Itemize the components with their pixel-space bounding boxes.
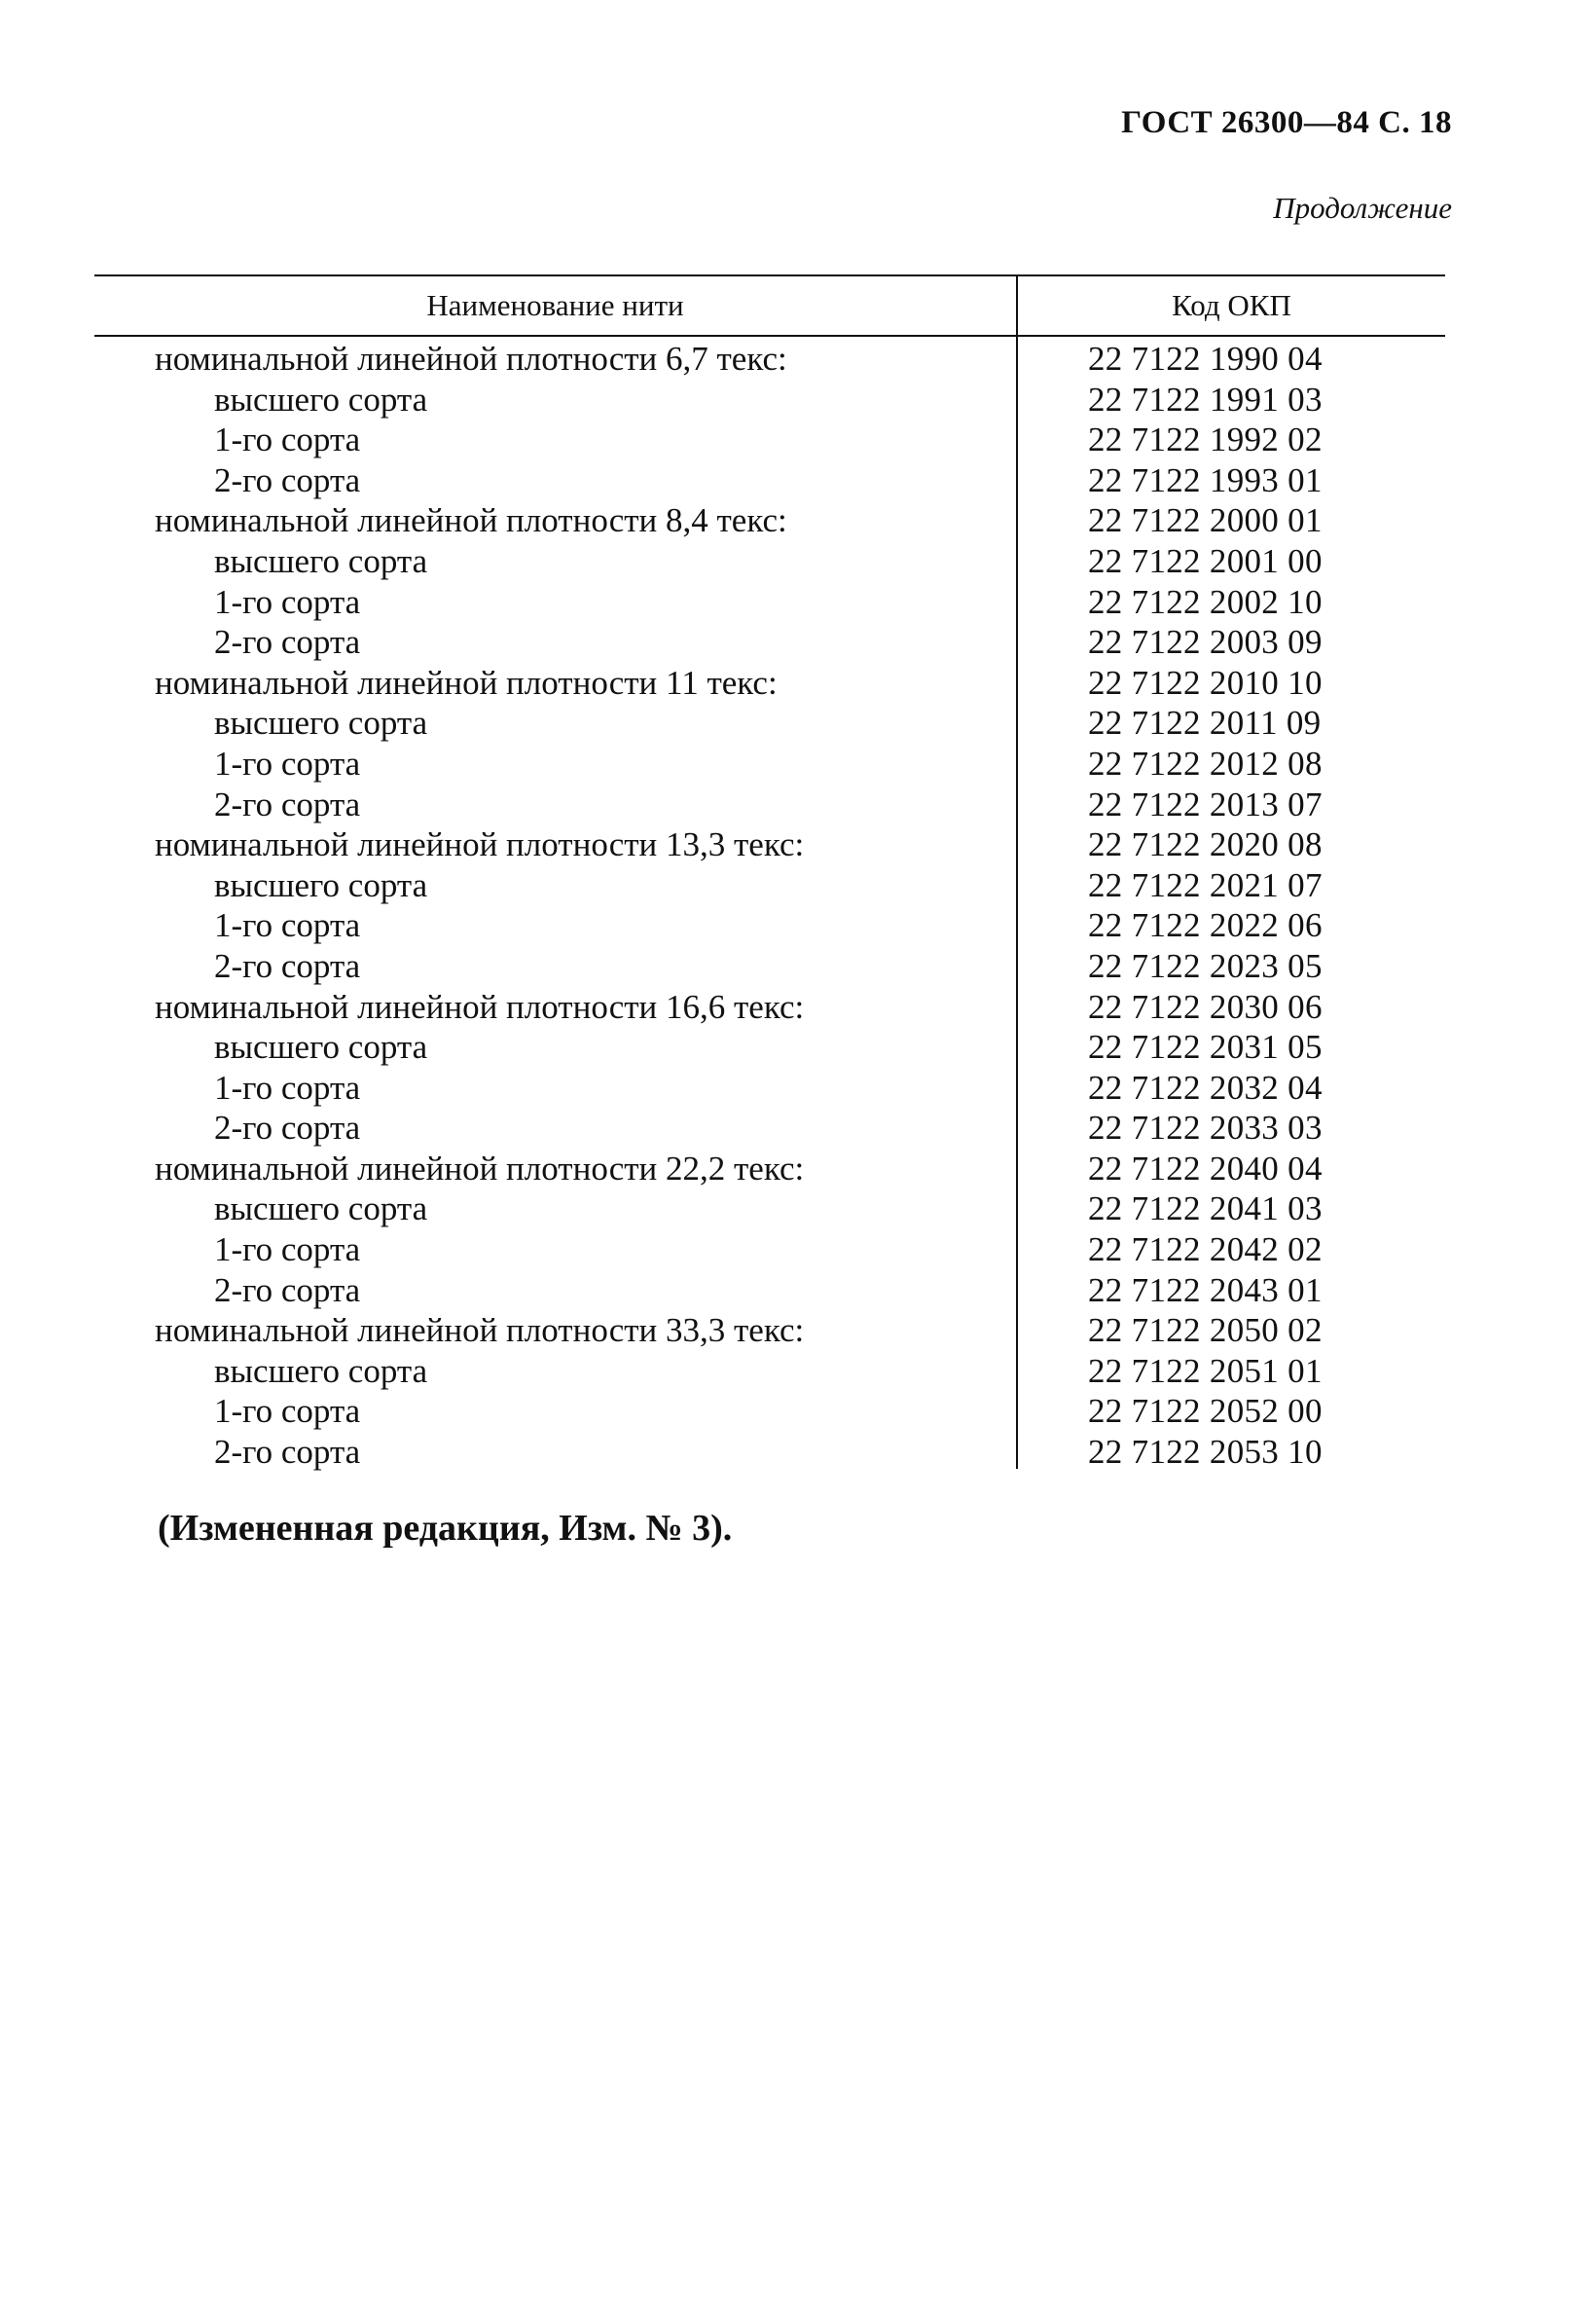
okp-code-cell: 22 7122 2041 03 [1088, 1189, 1323, 1228]
okp-code-cell: 22 7122 2021 07 [1088, 865, 1323, 904]
table-row [94, 1351, 1445, 1392]
okp-code-cell: 22 7122 2013 07 [1088, 785, 1323, 823]
grade-name-cell: 2-го сорта [214, 1109, 361, 1148]
grade-name-cell: высшего сорта [214, 1189, 428, 1228]
table-row [94, 1027, 1445, 1068]
table-top-rule [94, 274, 1445, 276]
table-row [94, 460, 1445, 501]
grade-name-cell: высшего сорта [214, 704, 428, 743]
okp-code-cell: 22 7122 2042 02 [1088, 1230, 1323, 1269]
grade-name-cell: высшего сорта [214, 1351, 428, 1390]
grade-name-cell: 2-го сорта [214, 946, 361, 985]
okp-code-cell: 22 7122 2012 08 [1088, 744, 1323, 783]
okp-code-cell: 22 7122 2002 10 [1088, 582, 1323, 621]
density-name-cell: номинальной линейной плотности 13,3 текс: [155, 825, 805, 864]
okp-code-cell: 22 7122 2031 05 [1088, 1028, 1323, 1067]
density-name-cell: номинальной линейной плотности 8,4 текс: [155, 501, 787, 540]
table-row [94, 785, 1445, 825]
table-header-rule [94, 335, 1445, 337]
table-row [94, 1432, 1445, 1473]
continuation-label: Продолжение [1273, 191, 1452, 225]
grade-name-cell: 1-го сорта [214, 420, 361, 459]
okp-code-cell: 22 7122 2032 04 [1088, 1068, 1323, 1107]
table-row [94, 339, 1445, 380]
okp-code-cell: 22 7122 2040 04 [1088, 1149, 1323, 1188]
grade-name-cell: 1-го сорта [214, 582, 361, 621]
table-row [94, 987, 1445, 1028]
table-row [94, 946, 1445, 987]
grade-name-cell: 2-го сорта [214, 785, 361, 823]
grade-name-cell: 1-го сорта [214, 1230, 361, 1269]
okp-code-cell: 22 7122 2010 10 [1088, 663, 1323, 702]
table-row [94, 582, 1445, 623]
table-row [94, 905, 1445, 946]
okp-code-cell: 22 7122 2020 08 [1088, 825, 1323, 864]
table-row [94, 1188, 1445, 1229]
okp-code-cell: 22 7122 2001 00 [1088, 541, 1323, 580]
okp-code-cell: 22 7122 2000 01 [1088, 501, 1323, 540]
table-row [94, 1149, 1445, 1189]
grade-name-cell: 1-го сорта [214, 1068, 361, 1107]
grade-name-cell: высшего сорта [214, 865, 428, 904]
table-row [94, 1108, 1445, 1149]
density-name-cell: номинальной линейной плотности 11 текс: [155, 663, 778, 702]
table-row [94, 500, 1445, 541]
table-row [94, 420, 1445, 460]
density-name-cell: номинальной линейной плотности 6,7 текс: [155, 340, 787, 378]
table-row [94, 1310, 1445, 1351]
okp-code-cell: 22 7122 1991 03 [1088, 380, 1323, 419]
table-row [94, 541, 1445, 582]
okp-code-cell: 22 7122 2003 09 [1088, 623, 1323, 662]
okp-code-cell: 22 7122 1992 02 [1088, 420, 1323, 459]
density-name-cell: номинальной линейной плотности 33,3 текс: [155, 1311, 805, 1350]
okp-code-cell: 22 7122 2053 10 [1088, 1433, 1323, 1472]
table-body [94, 339, 1445, 1473]
table-row [94, 1068, 1445, 1109]
table-row [94, 703, 1445, 744]
okp-code-cell: 22 7122 2052 00 [1088, 1392, 1323, 1431]
table-row [94, 824, 1445, 865]
table-row [94, 622, 1445, 663]
okp-code-cell: 22 7122 2051 01 [1088, 1351, 1323, 1390]
table-row [94, 1270, 1445, 1311]
grade-name-cell: 1-го сорта [214, 906, 361, 945]
grade-name-cell: 2-го сорта [214, 1270, 361, 1309]
okp-code-cell: 22 7122 1990 04 [1088, 340, 1323, 378]
grade-name-cell: 2-го сорта [214, 623, 361, 662]
okp-code-cell: 22 7122 2030 06 [1088, 987, 1323, 1026]
grade-name-cell: высшего сорта [214, 541, 428, 580]
grade-name-cell: 1-го сорта [214, 1392, 361, 1431]
density-name-cell: номинальной линейной плотности 22,2 текс: [155, 1149, 805, 1188]
amendment-note: (Измененная редакция, Изм. № 3). [158, 1508, 733, 1549]
table-row [94, 1229, 1445, 1270]
okp-code-cell: 22 7122 2011 09 [1088, 704, 1322, 743]
grade-name-cell: высшего сорта [214, 1028, 428, 1067]
okp-code-cell: 22 7122 2023 05 [1088, 946, 1323, 985]
table-row [94, 1391, 1445, 1432]
column-header-thread-name: Наименование нити [426, 288, 684, 322]
page-header-title: ГОСТ 26300—84 С. 18 [1121, 105, 1452, 140]
okp-code-cell: 22 7122 1993 01 [1088, 460, 1323, 499]
okp-code-cell: 22 7122 2022 06 [1088, 906, 1323, 945]
okp-code-cell: 22 7122 2043 01 [1088, 1270, 1323, 1309]
grade-name-cell: высшего сорта [214, 380, 428, 419]
grade-name-cell: 2-го сорта [214, 1433, 361, 1472]
table-row [94, 744, 1445, 785]
grade-name-cell: 2-го сорта [214, 460, 361, 499]
table-row [94, 865, 1445, 906]
density-name-cell: номинальной линейной плотности 16,6 текс: [155, 987, 805, 1026]
okp-code-cell: 22 7122 2033 03 [1088, 1109, 1323, 1148]
column-header-okp-code: Код ОКП [1172, 288, 1291, 322]
grade-name-cell: 1-го сорта [214, 744, 361, 783]
okp-code-cell: 22 7122 2050 02 [1088, 1311, 1323, 1350]
table-row [94, 663, 1445, 704]
table-row [94, 380, 1445, 420]
